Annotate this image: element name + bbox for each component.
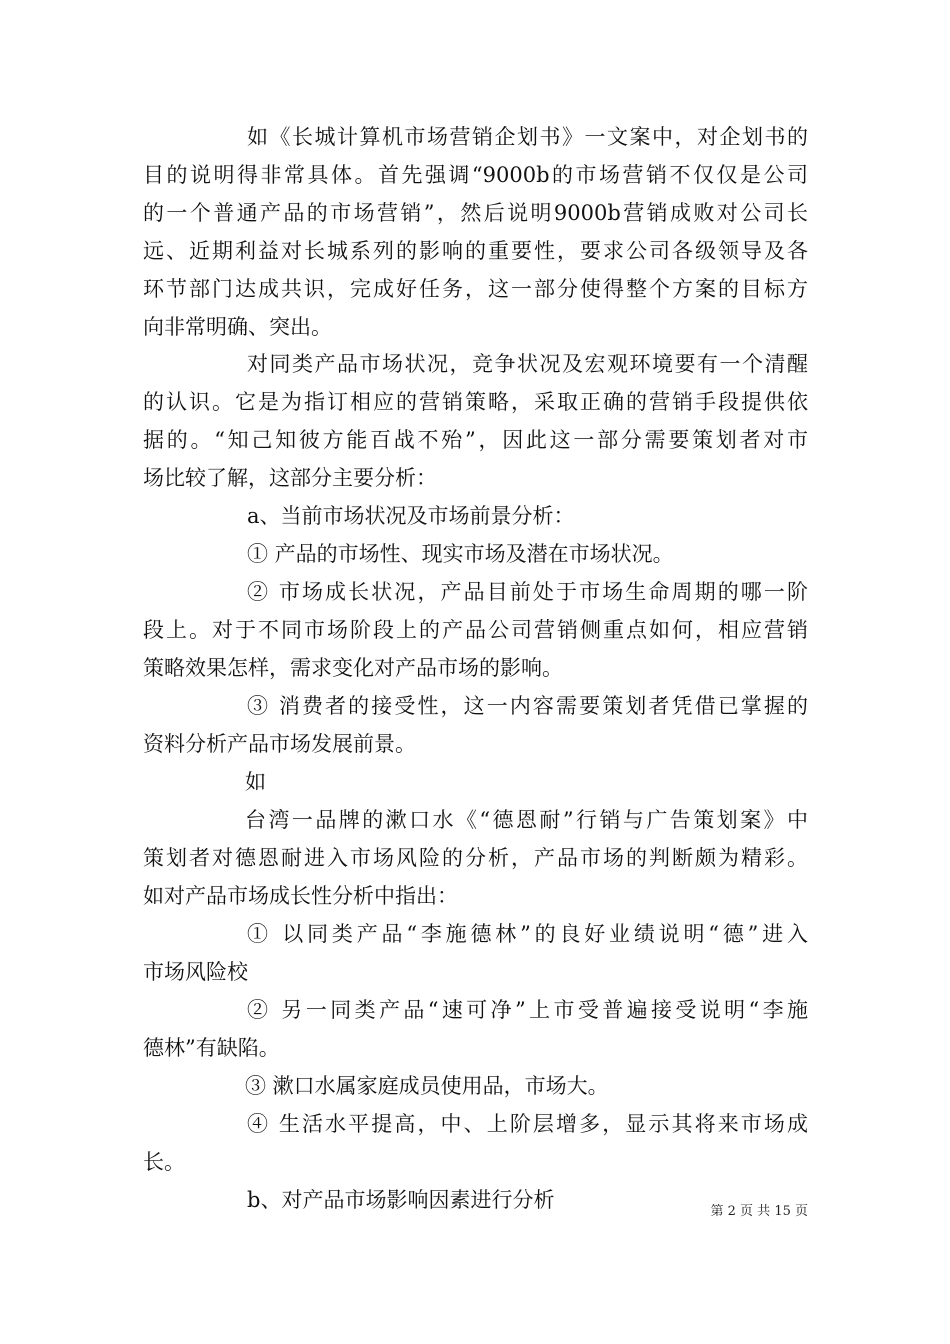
text-line: 台湾一品牌的漱口水《“德恩耐”行销与广告策划案》中	[245, 808, 808, 832]
page-number: 第 2 页 共 15 页	[710, 1204, 808, 1219]
text-line: 向非常明确、突出。	[143, 315, 332, 339]
text-line: 如《长城计算机市场营销企划书》一文案中，对企划书的	[247, 125, 808, 149]
list-item: ② 另一同类产品“速可净”上市受普遍接受说明“李施	[247, 998, 808, 1022]
text-line: 对同类产品市场状况，竞争状况及宏观环境要有一个清醒	[247, 352, 808, 376]
section-heading-a: a、当前市场状况及市场前景分析：	[247, 504, 575, 528]
list-item: ② 市场成长状况，产品目前处于市场生命周期的哪一阶	[247, 580, 808, 604]
text-line: 环节部门达成共识，完成好任务，这一部分使得整个方案的目标方	[143, 277, 808, 301]
text-line: 如	[245, 770, 266, 794]
text-line: 策略效果怎样，需求变化对产品市场的影响。	[143, 656, 563, 680]
text-line: 的认识。它是为指订相应的营销策略，采取正确的营销手段提供依	[143, 390, 808, 414]
list-item: ④ 生活水平提高，中、上阶层增多，显示其将来市场成	[247, 1112, 808, 1136]
text-line: 市场风险校	[143, 960, 248, 984]
text-line: 据的。“知己知彼方能百战不殆”，因此这一部分需要策划者对市	[143, 428, 808, 452]
list-item: ① 产品的市场性、现实市场及潜在市场状况。	[247, 542, 674, 566]
text-line: 目的说明得非常具体。首先强调“9000b的市场营销不仅仅是公司	[143, 163, 808, 187]
text-line: 场比较了解，这部分主要分析：	[143, 466, 437, 490]
list-item: ③ 消费者的接受性，这一内容需要策划者凭借已掌握的	[247, 694, 808, 718]
list-item: ③ 漱口水属家庭成员使用品，市场大。	[245, 1074, 609, 1098]
section-heading-b: b、对产品市场影响因素进行分析	[247, 1188, 555, 1212]
text-line: 如对产品市场成长性分析中指出：	[143, 884, 458, 908]
list-item: ① 以同类产品“李施德林”的良好业绩说明“德”进入	[247, 922, 808, 946]
text-line: 长。	[143, 1150, 185, 1174]
text-line: 德林”有缺陷。	[143, 1036, 280, 1060]
text-line: 的一个普通产品的市场营销”，然后说明9000b营销成败对公司长	[143, 201, 808, 225]
text-line: 策划者对德恩耐进入市场风险的分析，产品市场的判断颇为精彩。	[143, 846, 808, 870]
text-line: 远、近期利益对长城系列的影响的重要性，要求公司各级领导及各	[143, 239, 808, 263]
text-line: 资料分析产品市场发展前景。	[143, 732, 416, 756]
text-line: 段上。对于不同市场阶段上的产品公司营销侧重点如何，相应营销	[143, 618, 808, 642]
